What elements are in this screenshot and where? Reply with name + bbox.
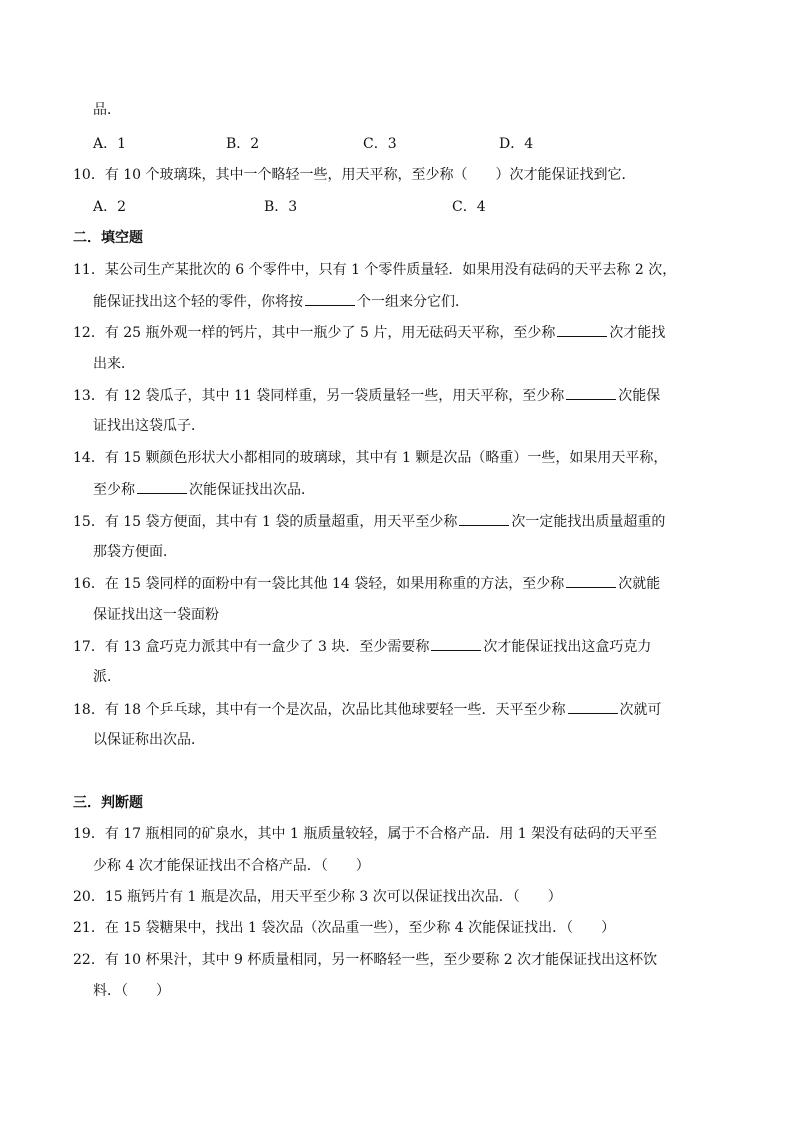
q15-line2: 那袋方便面．	[93, 544, 177, 560]
q15-line1	[73, 511, 665, 532]
q15-line1-end: 次一定能找出质量超重的	[511, 514, 666, 530]
q17-line1-start: 17．有 13 盒巧克力派其中有一盒少了 3 块．至少需要称	[73, 639, 430, 655]
q14-line2-end: 次能保证找出次品．	[189, 482, 315, 498]
q13-line1	[73, 385, 660, 406]
q21-line1: 21．在 15 袋糖果中，找出 1 袋次品（次品重一些），至少称 4 次能保证找出．（ ）	[73, 920, 616, 936]
q16-answer-blank[interactable]	[566, 573, 616, 588]
q9-option-a[interactable]: A．1	[93, 136, 127, 152]
q16-line2: 保证找出这一袋面粉	[93, 607, 219, 623]
q16-line1-end: 次就能	[618, 576, 661, 592]
q17-answer-blank[interactable]	[431, 636, 481, 651]
q17-line2: 派．	[93, 669, 121, 685]
q11-line1: 11．某公司生产某批次的 6 个零件中，只有 1 个零件质量轻．如果用没有砝码的天平去称 2 次，	[73, 262, 677, 278]
q13-line2: 证找出这袋瓜子．	[93, 418, 205, 434]
q22-line2: 料．（ ）	[93, 983, 170, 999]
q12-answer-blank[interactable]	[557, 322, 607, 337]
q12-line1-end: 次才能找	[609, 325, 666, 341]
q12-line2: 出来．	[93, 356, 135, 372]
q14-line1: 14．有 15 颗颜色形状大小都相同的玻璃球，其中有 1 颗是次品（略重）一些，如果用天平称，	[73, 450, 668, 466]
q14-answer-blank[interactable]	[137, 479, 187, 494]
q15-line1-start: 15．有 15 袋方便面，其中有 1 袋的质量超重，用天平至少称	[73, 514, 458, 530]
q10-text: 10．有 10 个玻璃珠，其中一个略轻一些，用天平称，至少称（ ）次才能保证找到它．	[73, 167, 636, 183]
q9-option-b[interactable]: B．2	[226, 136, 260, 152]
q22-line1: 22．有 10 杯果汁，其中 9 杯质量相同，另一杯略轻一些，至少要称 2 次才能保证找出这杯饮	[73, 952, 658, 968]
q18-line1-start: 18．有 18 个乒乓球，其中有一个是次品，次品比其他球要轻一些．天平至少称	[73, 702, 566, 718]
q17-line1-end: 次才能保证找出这盒巧克力	[483, 639, 652, 655]
q18-line2: 以保证称出次品．	[93, 732, 205, 748]
q11-line2	[93, 291, 469, 312]
q12-line1-start: 12．有 25 瓶外观一样的钙片，其中一瓶少了 5 片，用无砝码天平称，至少称	[73, 325, 556, 341]
q12-line1	[73, 322, 665, 343]
q15-answer-blank[interactable]	[459, 511, 509, 526]
q18-answer-blank[interactable]	[568, 699, 618, 714]
q11-line2-end: 个一组来分它们．	[357, 294, 469, 310]
q17-line1	[73, 636, 651, 657]
q11-line2-start: 能保证找出这个轻的零件，你将按	[93, 294, 303, 310]
q10-option-c[interactable]: C．4	[452, 199, 486, 215]
q16-line1	[73, 573, 660, 594]
q13-line1-end: 次能保	[618, 388, 661, 404]
q9-option-d[interactable]: D．4	[499, 136, 534, 152]
q14-line2-start: 至少称	[93, 482, 135, 498]
q10-option-a[interactable]: A．2	[93, 199, 127, 215]
q18-line1	[73, 699, 662, 720]
q19-line2: 少称 4 次才能保证找出不合格产品．（ ）	[93, 858, 370, 874]
q13-answer-blank[interactable]	[566, 385, 616, 400]
q16-line1-start: 16．在 15 袋同样的面粉中有一袋比其他 14 袋轻，如果用称重的方法，至少称	[73, 576, 565, 592]
section-fill-in-title: 二．填空题	[73, 230, 143, 246]
q20-line1: 20．15 瓶钙片有 1 瓶是次品，用天平至少称 3 次可以保证找出次品．（ ）	[73, 889, 562, 905]
q14-line2	[93, 479, 315, 500]
q13-line1-start: 13．有 12 袋瓜子，其中 11 袋同样重，另一袋质量轻一些，用天平称，至少称	[73, 388, 565, 404]
q10-option-b[interactable]: B．3	[264, 199, 298, 215]
q9-option-c[interactable]: C．3	[363, 136, 397, 152]
section-true-false-title: 三．判断题	[73, 795, 143, 811]
q9-tail: 品．	[93, 102, 121, 118]
q18-line1-end: 次就可	[619, 702, 662, 718]
q11-answer-blank[interactable]	[305, 291, 355, 306]
q19-line1: 19．有 17 瓶相同的矿泉水，其中 1 瓶质量较轻，属于不合格产品．用 1 架没有砝码的天平至	[73, 826, 658, 842]
